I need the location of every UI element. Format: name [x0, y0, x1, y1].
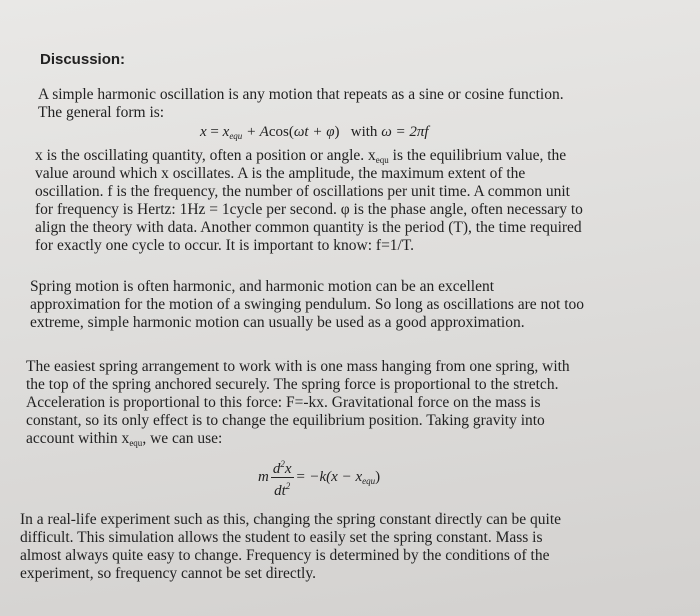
p4-line-4: constant, so its only effect is to change the equilibrium position. Taking gravity into: [26, 412, 545, 429]
eq2-den-sup: 2: [285, 481, 291, 491]
eq1-lhs: x: [200, 124, 207, 140]
spring-equation: [258, 456, 380, 499]
general-form-equation: [200, 124, 429, 141]
p4-line-5-b: , we can use:: [142, 430, 223, 447]
eq1-with: with: [350, 124, 378, 140]
eq2-rhs-close: ): [375, 468, 381, 485]
eq1-close: ): [334, 124, 340, 140]
eq1-x-equ: x: [222, 124, 230, 140]
discussion-heading: Discussion:: [40, 51, 126, 68]
p1-line-2: The general form is:: [38, 104, 165, 121]
eq2-numerator: [271, 456, 294, 478]
eq2-num-sup: 2: [280, 459, 285, 469]
p3-line-1: Spring motion is often harmonic, and harmonic motion can be an excellent: [30, 278, 495, 295]
p4-line-5: [26, 430, 222, 452]
p2-line-4: for frequency is Hertz: 1Hz = 1cycle per second. φ is the phase angle, often necessary to: [35, 201, 583, 218]
p2-line-1-sub: equ: [375, 155, 389, 165]
p4-line-3: Acceleration is proportional to this force: F=-kx. Gravitational force on the mass is: [26, 394, 541, 411]
p2-line-3: oscillation. f is the frequency, the number of oscillations per unit time. A common unit: [35, 183, 570, 200]
p5-line-4: experiment, so frequency cannot be set directly.: [20, 565, 316, 582]
eq2-rhs-sub: equ: [362, 475, 376, 486]
eq1-cos: cos(: [268, 124, 294, 140]
p5-line-3: almost always quite easy to change. Frequency is determined by the conditions of the: [20, 547, 550, 564]
p4-line-5-sub: equ: [129, 438, 143, 448]
eq1-equ-sub: equ: [229, 131, 243, 141]
eq1-omega-def: ω = 2πf: [381, 124, 429, 140]
p4-line-1: The easiest spring arrangement to work with is one mass hanging from one spring, with: [26, 358, 570, 375]
eq2-rhs: = −k(x − x: [295, 468, 363, 485]
p5-line-2: difficult. This simulation allows the student to easily set the spring constant. Mass is: [20, 529, 543, 546]
eq2-denominator: [271, 478, 294, 499]
p1-line-1: A simple harmonic oscillation is any motion that repeats as a sine or cosine function.: [38, 86, 564, 103]
p2-line-5: align the theory with data. Another common quantity is the period (T), the time required: [35, 219, 582, 236]
p2-line-1-b: is the equilibrium value, the: [388, 147, 567, 164]
eq2-fraction: [271, 456, 294, 499]
p2-line-2: value around which x oscillates. A is the amplitude, the maximum extent of the: [35, 165, 526, 182]
eq2-den-dt: dt: [274, 483, 286, 499]
p3-line-2: approximation for the motion of a swinging pendulum. So long as oscillations are not too: [30, 296, 585, 313]
p5-line-1: In a real-life experiment such as this, changing the spring constant directly can be quite: [20, 511, 562, 528]
eq1-plus-a: + A: [246, 124, 269, 140]
eq2-num-d: d: [272, 461, 281, 477]
eq1-equals: =: [210, 124, 219, 140]
p4-line-2: the top of the spring anchored securely. The spring force is proportional to the stretch.: [26, 376, 559, 393]
p2-line-1-a: x is the oscillating quantity, often a position or angle. x: [35, 147, 376, 164]
eq1-arg: ωt + φ: [293, 124, 335, 140]
p4-line-5-a: account within x: [26, 430, 130, 447]
eq2-m: m: [258, 468, 269, 485]
p3-line-3: extreme, simple harmonic motion can usually be used as a good approximation.: [30, 314, 525, 331]
p2-line-6: for exactly one cycle to occur. It is important to know: f=1/T.: [35, 237, 415, 254]
eq2-num-var: x: [284, 461, 292, 477]
